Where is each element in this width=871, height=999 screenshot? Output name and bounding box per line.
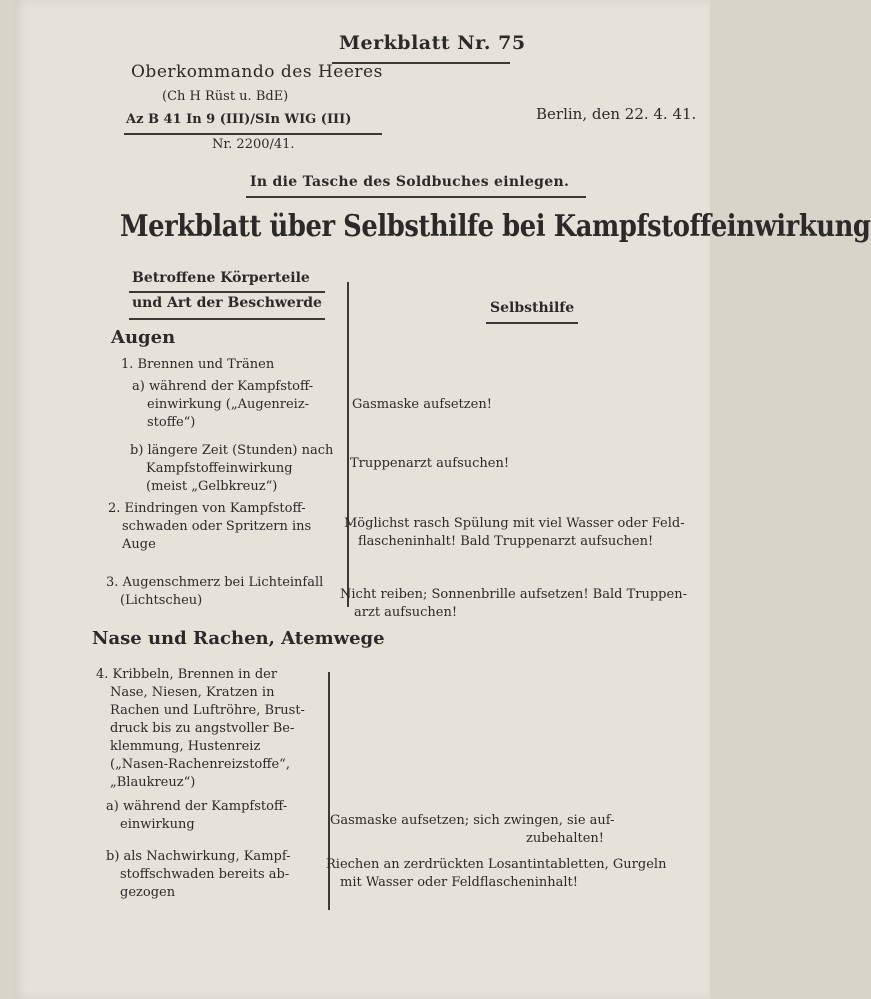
item-1: 1. Brennen und Tränen — [121, 357, 275, 372]
column-divider — [347, 282, 349, 607]
item-4a-left: a) während der Kampfstoff- einwirkung — [106, 799, 288, 832]
underline — [124, 133, 382, 135]
instruction-line: In die Tasche des Soldbuches einlegen. — [250, 174, 570, 190]
item-4b-right: Riechen an zerdrückten Losantintabletten, Gurgeln mit Wasser oder Feldflascheninhalt! — [326, 857, 667, 890]
organization-sub: (Ch H Rüst u. BdE) — [162, 89, 289, 104]
item-4-left: 4. Kribbeln, Brennen in der Nase, Niesen, Kratzen in Rachen und Luftröhre, Brust- druck bis zu angstvoller Be- klemmung, Hustenreiz („Nasen-Rachenreizstoffe“, „Blaukreuz“) — [96, 667, 305, 790]
document-page — [14, 0, 871, 999]
main-title: Merkblatt über Selbsthilfe bei Kampfstoffeinwirkung — [120, 209, 871, 244]
place-date: Berlin, den 22. 4. 41. — [536, 105, 697, 123]
reference-number: Nr. 2200/41. — [212, 137, 295, 152]
underline — [246, 196, 586, 198]
leaflet-number: Merkblatt Nr. 75 — [339, 32, 526, 54]
underline — [486, 322, 578, 324]
item-2-left: 2. Eindringen von Kampfstoff- schwaden oder Spritzern ins Auge — [108, 501, 312, 552]
item-4b-left: b) als Nachwirkung, Kampf- stoffschwaden bereits ab- gezogen — [106, 849, 291, 900]
item-4a-right: Gasmaske aufsetzen; sich zwingen, sie auf- zubehalten! — [330, 813, 615, 846]
item-1a-right: Gasmaske aufsetzen! — [352, 397, 492, 412]
item-2-right: Möglichst rasch Spülung mit viel Wasser oder Feld- flascheninhalt! Bald Truppenarzt aufsuchen! — [344, 516, 685, 549]
item-1b-left: b) längere Zeit (Stunden) nach Kampfstoffeinwirkung (meist „Gelbkreuz“) — [130, 443, 334, 494]
file-reference: Az B 41 In 9 (III)/SIn WIG (III) — [126, 112, 352, 127]
item-1a-left: a) während der Kampfstoff- einwirkung („Augenreiz- stoffe“) — [132, 379, 314, 430]
underline — [129, 291, 325, 293]
section-heading-eyes: Augen — [111, 327, 176, 348]
organization: Oberkommando des Heeres — [131, 62, 383, 82]
section-heading-nose: Nase und Rachen, Atemwege — [92, 628, 385, 649]
column-header-right: Selbsthilfe — [490, 300, 575, 316]
item-3-left: 3. Augenschmerz bei Lichteinfall (Lichtscheu) — [106, 575, 324, 608]
underline — [129, 318, 325, 320]
column-header-left: Betroffene Körperteile und Art der Beschwerde — [132, 270, 322, 311]
item-1b-right: Truppenarzt aufsuchen! — [350, 456, 510, 471]
item-3-right: Nicht reiben; Sonnenbrille aufsetzen! Bald Truppen- arzt aufsuchen! — [340, 587, 687, 620]
